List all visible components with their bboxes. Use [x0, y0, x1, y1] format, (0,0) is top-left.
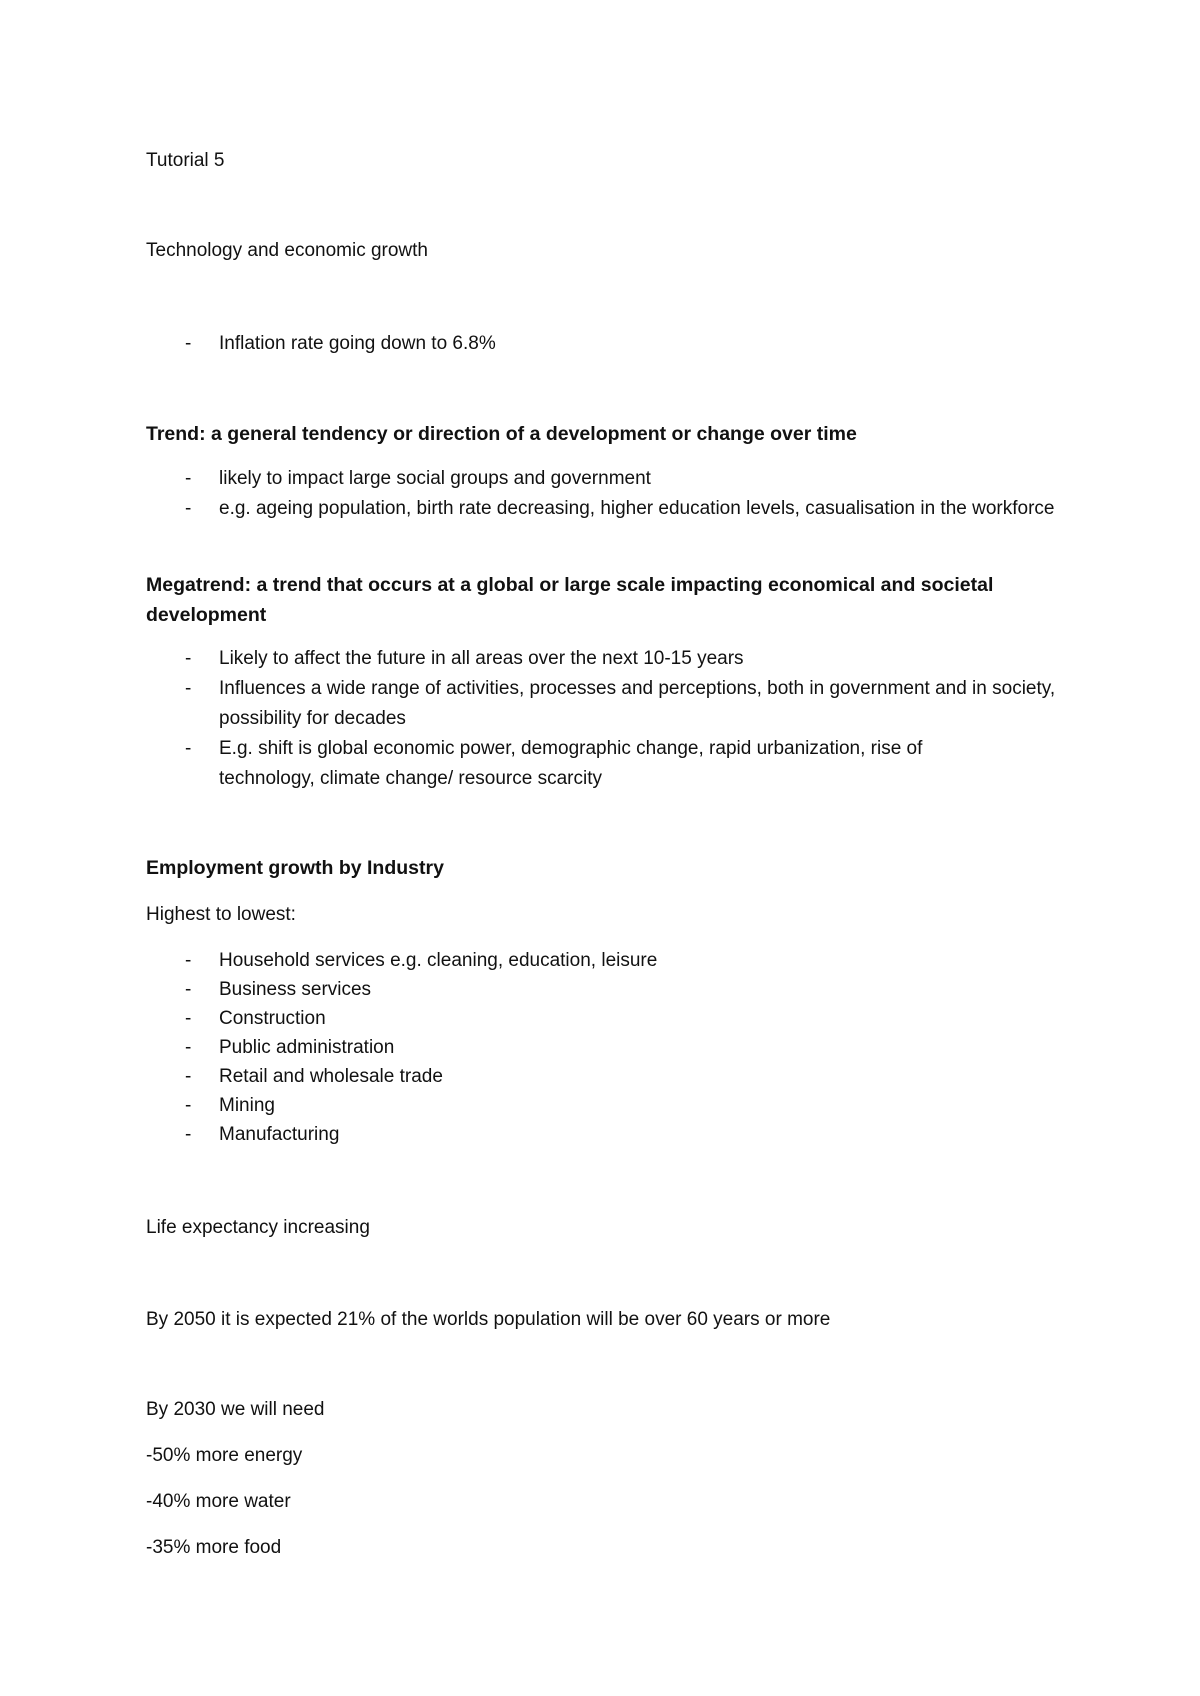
list-item-text: E.g. shift is global economic power, demographic change, rapid urbanization, rise of technology, climate change/ resource scarcity — [219, 738, 923, 789]
list-item-text: e.g. ageing population, birth rate decreasing, higher education levels, casualisation in the workforce — [219, 498, 1055, 519]
bullet-dash: - — [185, 1124, 192, 1145]
list-item-text: Household services e.g. cleaning, education, leisure — [219, 950, 658, 971]
bullet-dash: - — [185, 468, 192, 489]
bullet-dash: - — [185, 1008, 192, 1029]
bullet-dash: - — [185, 1095, 192, 1116]
list-item-text: Influences a wide range of activities, processes and perceptions, both in government and in society, possibility for decades — [219, 678, 1056, 729]
life-expectancy-text: Life expectancy increasing — [146, 1217, 370, 1238]
needs-2030-item: -50% more energy — [146, 1445, 303, 1466]
list-item-text: Public administration — [219, 1037, 395, 1058]
bullet-dash: - — [185, 648, 192, 669]
list-item-text: Retail and wholesale trade — [219, 1066, 443, 1087]
document-subtitle: Technology and economic growth — [146, 240, 429, 261]
needs-2030-item: -35% more food — [146, 1537, 282, 1558]
document-title: Tutorial 5 — [146, 150, 225, 171]
list-item-text: Manufacturing — [219, 1124, 340, 1145]
list-item-text: Mining — [219, 1095, 275, 1116]
bullet-dash: - — [185, 333, 192, 354]
employment-subheading: Highest to lowest: — [146, 904, 296, 925]
list-item-text: Likely to affect the future in all areas over the next 10-15 years — [219, 648, 744, 669]
employment-heading: Employment growth by Industry — [146, 857, 444, 879]
megatrend-heading: Megatrend: a trend that occurs at a global or large scale impacting economical and societal development — [146, 574, 994, 626]
list-item-text: Business services — [219, 979, 372, 1000]
bullet-dash: - — [185, 1037, 192, 1058]
bullet-dash: - — [185, 1066, 192, 1087]
bullet-dash: - — [185, 979, 192, 1000]
needs-2030-item: -40% more water — [146, 1491, 291, 1512]
bullet-dash: - — [185, 678, 192, 699]
population-2050-text: By 2050 it is expected 21% of the worlds population will be over 60 years or more — [146, 1309, 831, 1330]
list-item-text: Construction — [219, 1008, 326, 1029]
bullet-dash: - — [185, 738, 192, 759]
bullet-dash: - — [185, 950, 192, 971]
needs-2030-intro: By 2030 we will need — [146, 1399, 325, 1420]
list-item-text: Inflation rate going down to 6.8% — [219, 333, 496, 354]
list-item-text: likely to impact large social groups and government — [219, 468, 651, 489]
bullet-dash: - — [185, 498, 192, 519]
trend-heading: Trend: a general tendency or direction of a development or change over time — [146, 423, 857, 445]
